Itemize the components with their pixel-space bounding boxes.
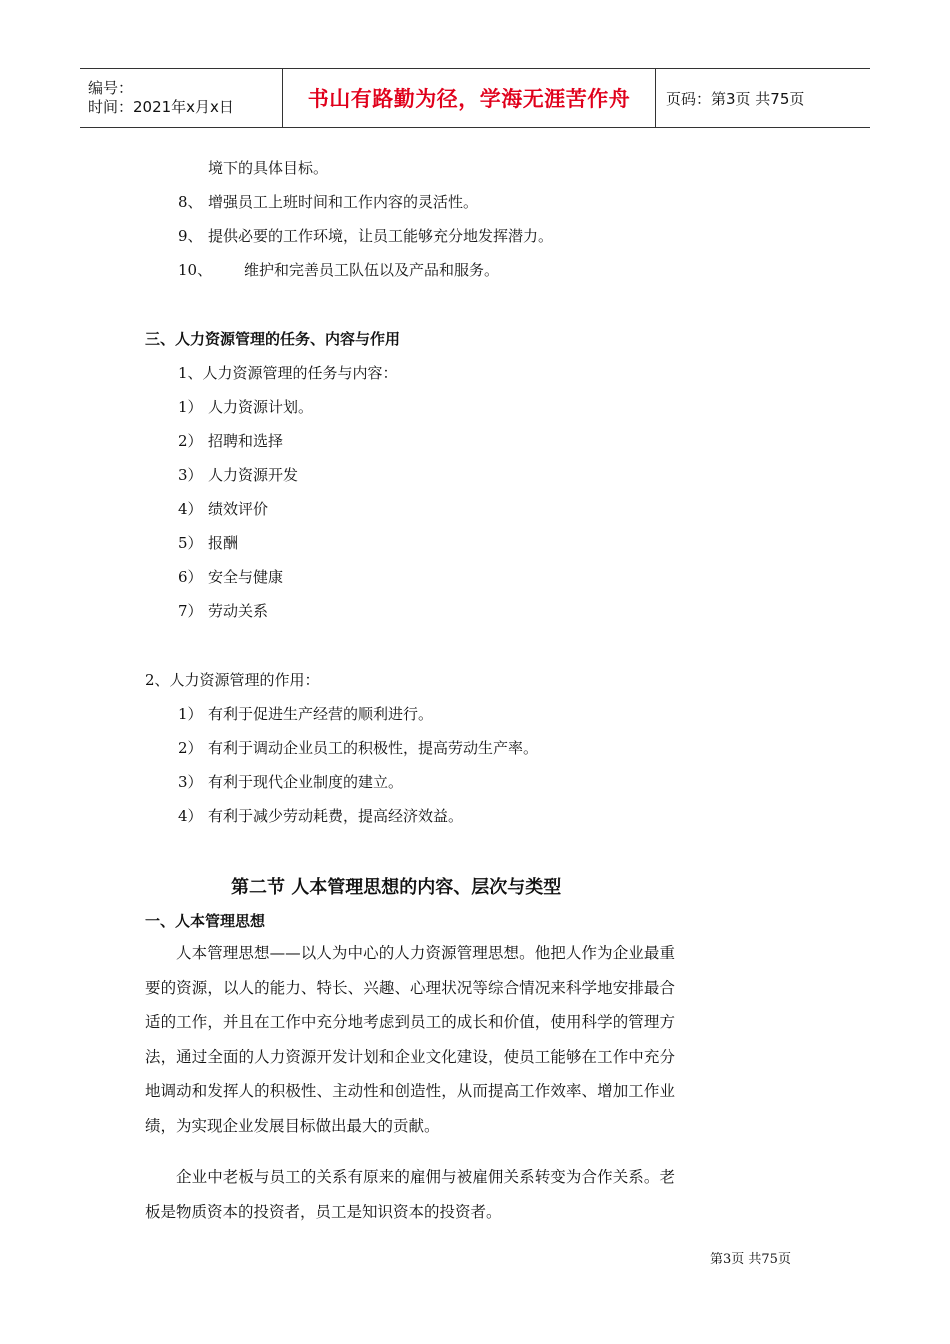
role-text: 有利于促进生产经营的顺利进行。 — [208, 705, 434, 723]
task-text: 人力资源计划。 — [208, 398, 314, 416]
task-number: 3） — [178, 466, 203, 484]
role-text: 有利于现代企业制度的建立。 — [208, 773, 404, 791]
subsection-heading: 一、人本管理思想 — [145, 912, 266, 930]
role-item — [178, 703, 433, 724]
goal-item — [178, 191, 478, 212]
paragraph: 人本管理思想——以人为中心的人力资源管理思想。他把人作为企业最重要的资源，以人的能力、特长、兴趣、心理状况等综合情况来科学地安排最合适的工作，并且在工作中充分地考虑到员工的成长和价值，使用科学的管理方法，通过全面的人力资源开发计划和企业文化建设，使员工能够在工作中充分地调动和发挥人的积极性、主动性和创造性，从而提高工作效率、增加工作业绩，为实现企业发展目标做出最大的贡献。 — [145, 944, 675, 1135]
role-number: 3） — [178, 773, 203, 791]
task-text: 招聘和选择 — [208, 432, 284, 450]
section-heading: 三、人力资源管理的任务、内容与作用 — [145, 330, 401, 348]
tasks-heading: 1、人力资源管理的任务与内容： — [178, 364, 398, 382]
task-text: 绩效评价 — [208, 500, 269, 518]
task-item — [178, 532, 238, 553]
task-number: 2） — [178, 432, 203, 450]
page-header — [80, 68, 870, 128]
page-number-label: 页码：第3页 共75页 — [666, 89, 805, 108]
task-text: 报酬 — [208, 534, 239, 552]
header-page-cell — [656, 69, 870, 127]
role-text: 有利于减少劳动耗费，提高经济效益。 — [208, 807, 464, 825]
task-number: 6） — [178, 568, 203, 586]
task-text: 人力资源开发 — [208, 466, 299, 484]
task-number: 1） — [178, 398, 203, 416]
role-number: 1） — [178, 705, 203, 723]
task-item — [178, 464, 298, 485]
role-number: 4） — [178, 807, 203, 825]
goal-number: 8、 — [178, 193, 203, 211]
goal-text: 维护和完善员工队伍以及产品和服务。 — [244, 261, 500, 279]
time-label: 时间：2021年x月x日 — [88, 98, 234, 116]
paragraph: 企业中老板与员工的关系有原来的雇佣与被雇佣关系转变为合作关系。老板是物质资本的投资者，员工是知识资本的投资者。 — [145, 1168, 675, 1221]
header-motto-cell — [282, 69, 656, 127]
header-info-cell — [80, 69, 282, 127]
role-item — [178, 805, 463, 826]
goal-text: 增强员工上班时间和工作内容的灵活性。 — [208, 193, 479, 211]
task-number: 7） — [178, 602, 203, 620]
task-number: 5） — [178, 534, 203, 552]
goal-item — [178, 225, 553, 246]
goal-text: 提供必要的工作环境，让员工能够充分地发挥潜力。 — [208, 227, 554, 245]
page-footer: 第3页 共75页 — [710, 1252, 791, 1267]
role-item — [178, 771, 403, 792]
role-number: 2） — [178, 739, 203, 757]
task-item — [178, 430, 283, 451]
goal-number: 9、 — [178, 227, 203, 245]
task-item — [178, 498, 268, 519]
task-text: 安全与健康 — [208, 568, 284, 586]
task-item — [178, 396, 313, 417]
task-text: 劳动关系 — [208, 602, 269, 620]
section-title: 第二节 人本管理思想的内容、层次与类型 — [231, 877, 562, 898]
roles-heading: 2、人力资源管理的作用： — [145, 671, 320, 689]
role-item — [178, 737, 538, 758]
continuation-text: 境下的具体目标。 — [208, 159, 329, 177]
task-number: 4） — [178, 500, 203, 518]
task-item — [178, 600, 268, 621]
number-label: 编号： — [88, 79, 134, 97]
task-item — [178, 566, 283, 587]
goal-item — [178, 259, 499, 280]
motto-text: 书山有路勤为径，学海无涯苦作舟 — [307, 87, 631, 111]
role-text: 有利于调动企业员工的积极性，提高劳动生产率。 — [208, 739, 539, 757]
goal-number: 10、 — [178, 261, 213, 279]
